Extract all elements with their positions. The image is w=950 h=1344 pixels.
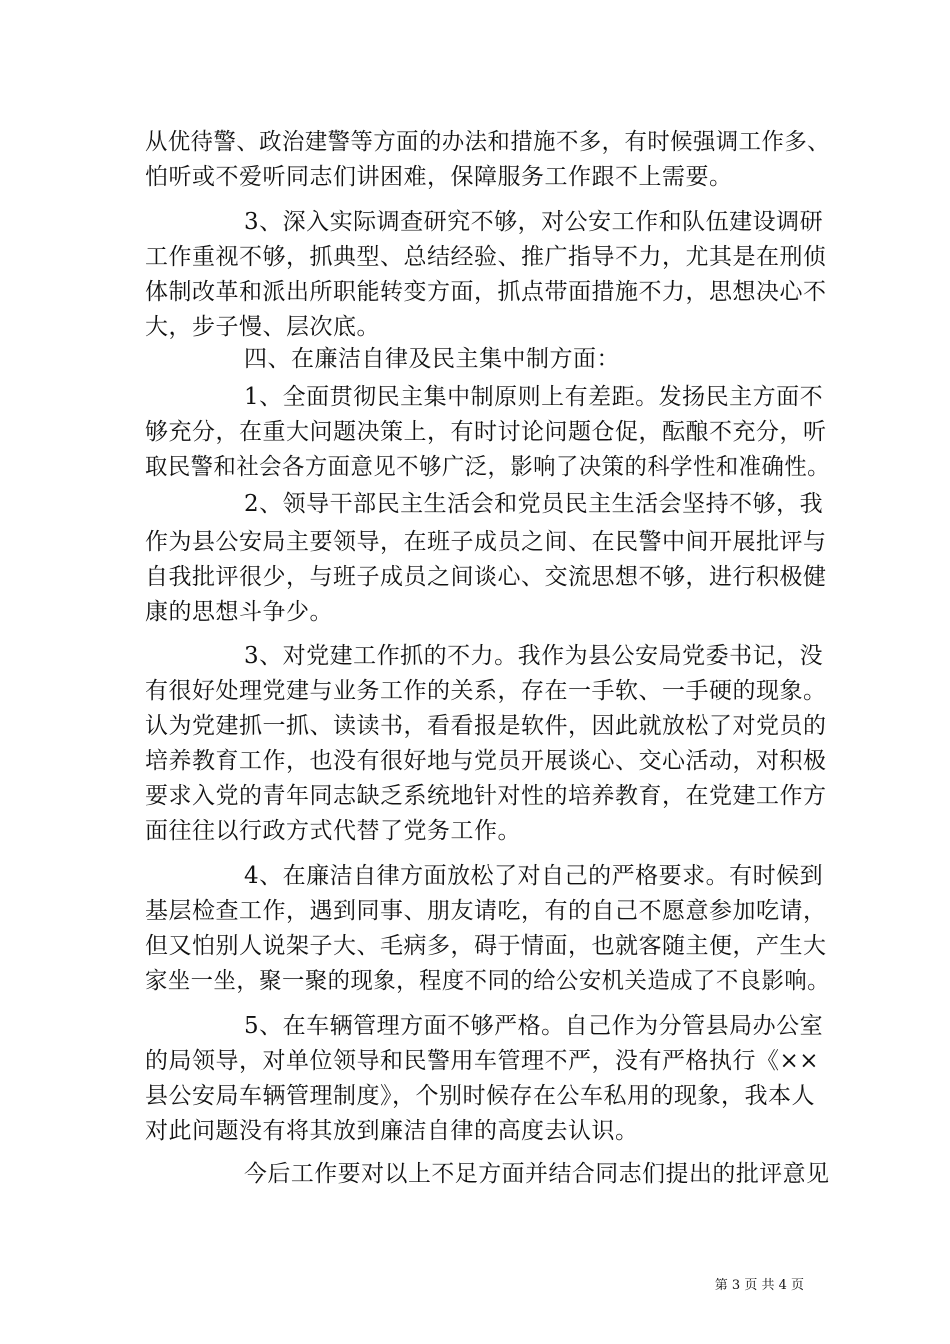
text-line: 的局领导，对单位领导和民警用车管理不严，没有严格执行《×× [145,1048,820,1074]
text-line: 基层检查工作，遇到同事、朋友请吃，有的自己不愿意参加吃请， [145,898,827,924]
text-line: 取民警和社会各方面意见不够广泛，影响了决策的科学性和准确性。 [145,454,830,480]
page-footer: 第 3 页 共 4 页 [714,1278,804,1293]
text-line: 够充分，在重大问题决策上，有时讨论问题仓促，酝酿不充分，听 [145,419,827,445]
text-line: 县公安局车辆管理制度》，个别时候存在公车私用的现象，我本人 [145,1083,815,1109]
text-line: 康的思想斗争少。 [145,599,333,625]
text-line: 怕听或不爱听同志们讲困难，保障服务工作跟不上需要。 [145,164,733,190]
text-line: 3、对党建工作抓的不力。我作为县公安局党委书记，没 [244,643,824,669]
text-line: 对此问题没有将其放到廉洁自律的高度去认识。 [145,1118,639,1144]
text-line: 4、在廉洁自律方面放松了对自己的严格要求。有时候到 [244,863,824,889]
text-line: 认为党建抓一抓、读读书，看看报是软件，因此就放松了对党员的 [145,713,827,739]
text-line: 四、在廉洁自律及民主集中制方面： [244,346,620,372]
text-line: 有很好处理党建与业务工作的关系，存在一手软、一手硬的现象。 [145,678,827,704]
text-line: 2、领导干部民主生活会和党员民主生活会坚持不够，我 [244,491,824,517]
text-line: 作为县公安局主要领导，在班子成员之间、在民警中间开展批评与 [145,529,827,555]
text-line: 3、深入实际调查研究不够，对公安工作和队伍建设调研 [244,209,824,235]
text-line: 面往往以行政方式代替了党务工作。 [145,818,521,844]
text-line: 但又怕别人说架子大、毛病多，碍于情面，也就客随主便，产生大 [145,933,827,959]
text-line: 工作重视不够，抓典型、总结经验、推广指导不力，尤其是在刑侦 [145,244,827,270]
text-line: 大，步子慢、层次底。 [145,314,380,340]
text-line: 1、全面贯彻民主集中制原则上有差距。发扬民主方面不 [244,384,824,410]
text-line: 5、在车辆管理方面不够严格。自己作为分管县局办公室 [244,1013,824,1039]
text-line: 体制改革和派出所职能转变方面，抓点带面措施不力，思想决心不 [145,279,827,305]
text-line: 要求入党的青年同志缺乏系统地针对性的培养教育，在党建工作方 [145,783,827,809]
text-line: 家坐一坐，聚一聚的现象，程度不同的给公安机关造成了不良影响。 [145,968,830,994]
text-line: 自我批评很少，与班子成员之间谈心、交流思想不够，进行积极健 [145,564,827,590]
text-line: 今后工作要对以上不足方面并结合同志们提出的批评意见 [244,1161,830,1187]
text-line: 从优待警、政治建警等方面的办法和措施不多，有时候强调工作多、 [145,129,830,155]
text-line: 培养教育工作，也没有很好地与党员开展谈心、交心活动，对积极 [145,748,827,774]
